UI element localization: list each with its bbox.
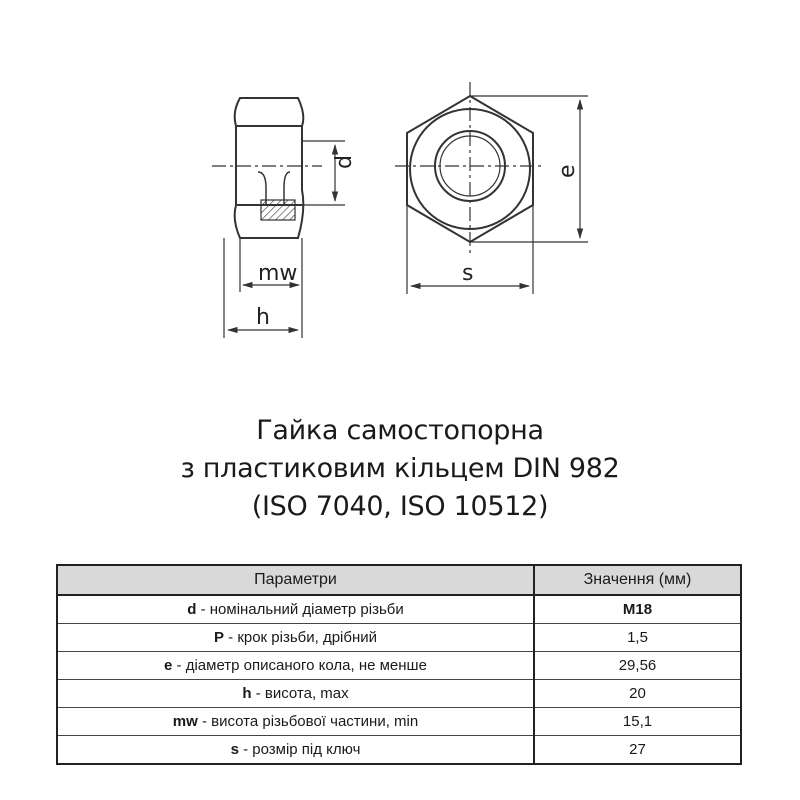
nut-side-view: [212, 98, 322, 238]
value-cell: 1,5: [534, 624, 741, 652]
value-cell: 20: [534, 680, 741, 708]
param-description: - номінальний діаметр різьби: [196, 601, 404, 618]
table-row: [57, 595, 741, 624]
param-cell: [57, 708, 534, 736]
param-description: - діаметр описаного кола, не менше: [172, 657, 427, 674]
param-cell: [57, 736, 534, 765]
table-header-row: [57, 565, 741, 595]
title-line-2: з пластиковим кільцем DIN 982: [180, 453, 620, 484]
table-row: [57, 652, 741, 680]
param-cell: [57, 680, 534, 708]
dim-label-s: s: [462, 261, 474, 286]
title-line-1: Гайка самостопорна: [256, 415, 544, 446]
dimension-d: [302, 141, 345, 205]
nut-top-view: [395, 82, 545, 255]
param-description: - висота, max: [251, 685, 349, 702]
product-title: [0, 412, 800, 526]
value-cell: 27: [534, 736, 741, 765]
table-row: [57, 736, 741, 765]
table-row: [57, 708, 741, 736]
table-row: [57, 680, 741, 708]
param-symbol: s: [230, 741, 239, 758]
param-symbol: d: [187, 601, 197, 618]
table-row: [57, 624, 741, 652]
value-cell: 15,1: [534, 708, 741, 736]
param-description: - висота різьбової частини, min: [197, 713, 419, 730]
param-symbol: e: [164, 657, 173, 674]
param-description: - крок різьби, дрібний: [223, 629, 378, 646]
param-symbol: P: [213, 629, 224, 646]
value-cell: M18: [534, 595, 741, 624]
dim-label-e: e: [555, 164, 580, 178]
dim-label-mw: mw: [258, 261, 298, 286]
value-cell: 29,56: [534, 652, 741, 680]
title-line-3: (ISO 7040, ISO 10512): [251, 491, 549, 522]
param-cell: [57, 624, 534, 652]
header-values: Значення (мм): [534, 565, 741, 595]
dim-label-d: d: [332, 155, 357, 169]
technical-drawing: [0, 0, 800, 380]
param-symbol: h: [242, 685, 252, 702]
param-description: - розмір під ключ: [238, 741, 361, 758]
param-symbol: mw: [172, 713, 198, 730]
spec-table: [56, 564, 742, 765]
header-parameters: Параметри: [57, 565, 534, 595]
param-cell: [57, 652, 534, 680]
dim-label-h: h: [256, 305, 270, 330]
param-cell: [57, 595, 534, 624]
